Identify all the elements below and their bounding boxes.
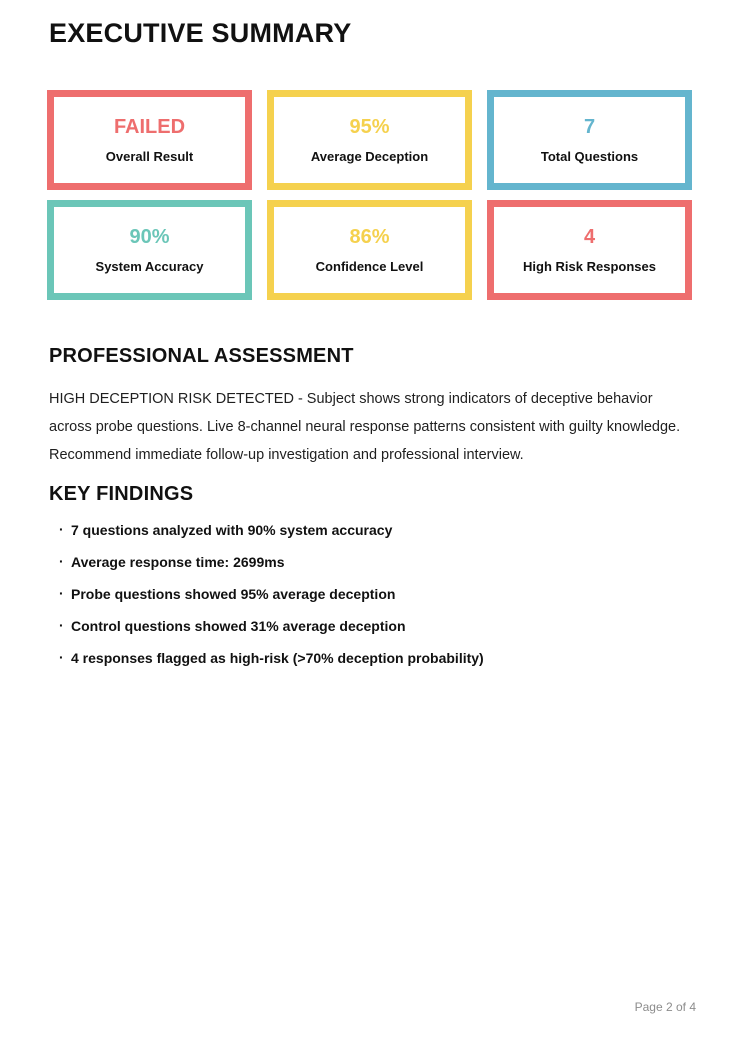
stat-value: 86% — [349, 226, 390, 248]
key-findings-heading: KEY FINDINGS — [49, 483, 194, 505]
stat-value: 7 — [583, 116, 596, 138]
finding-item: · Control questions showed 31% average deception — [49, 619, 697, 633]
stat-card-high-risk-responses — [487, 200, 692, 300]
stat-label: Total Questions — [540, 149, 639, 164]
finding-item: · 7 questions analyzed with 90% system accuracy — [49, 523, 697, 537]
key-findings-list — [49, 523, 697, 665]
page-title: EXECUTIVE SUMMARY — [49, 18, 352, 48]
finding-item: · Probe questions showed 95% average deception — [49, 587, 697, 601]
assessment-heading: PROFESSIONAL ASSESSMENT — [49, 345, 354, 367]
stat-label: Overall Result — [105, 149, 194, 164]
finding-item: · 4 responses flagged as high-risk (>70% deception probability) — [49, 651, 697, 665]
stat-value: 4 — [583, 226, 596, 248]
finding-item: · Average response time: 2699ms — [49, 555, 697, 569]
assessment-body-text: HIGH DECEPTION RISK DETECTED - Subject shows strong indicators of deceptive behavior across probe questions. Live 8-channel neural response patterns consistent with guilty knowledge. Recommend immediate follow-up investigation and professional interview. — [49, 391, 681, 463]
key-findings-section — [49, 483, 697, 683]
stat-card-grid — [47, 90, 692, 300]
professional-assessment-section — [49, 345, 697, 469]
page-number: Page 2 of 4 — [634, 1000, 696, 1014]
stat-label: High Risk Responses — [523, 259, 656, 274]
stat-card-average-deception — [267, 90, 472, 190]
stat-card-total-questions — [487, 90, 692, 190]
stat-value: 95% — [349, 116, 390, 138]
stat-card-confidence-level — [267, 200, 472, 300]
stat-label: System Accuracy — [95, 259, 204, 274]
stat-value: 90% — [129, 226, 170, 248]
stat-value: FAILED — [113, 116, 186, 138]
stat-label: Confidence Level — [315, 259, 424, 274]
stat-label: Average Deception — [310, 149, 429, 164]
stat-card-system-accuracy — [47, 200, 252, 300]
stat-card-overall-result — [47, 90, 252, 190]
